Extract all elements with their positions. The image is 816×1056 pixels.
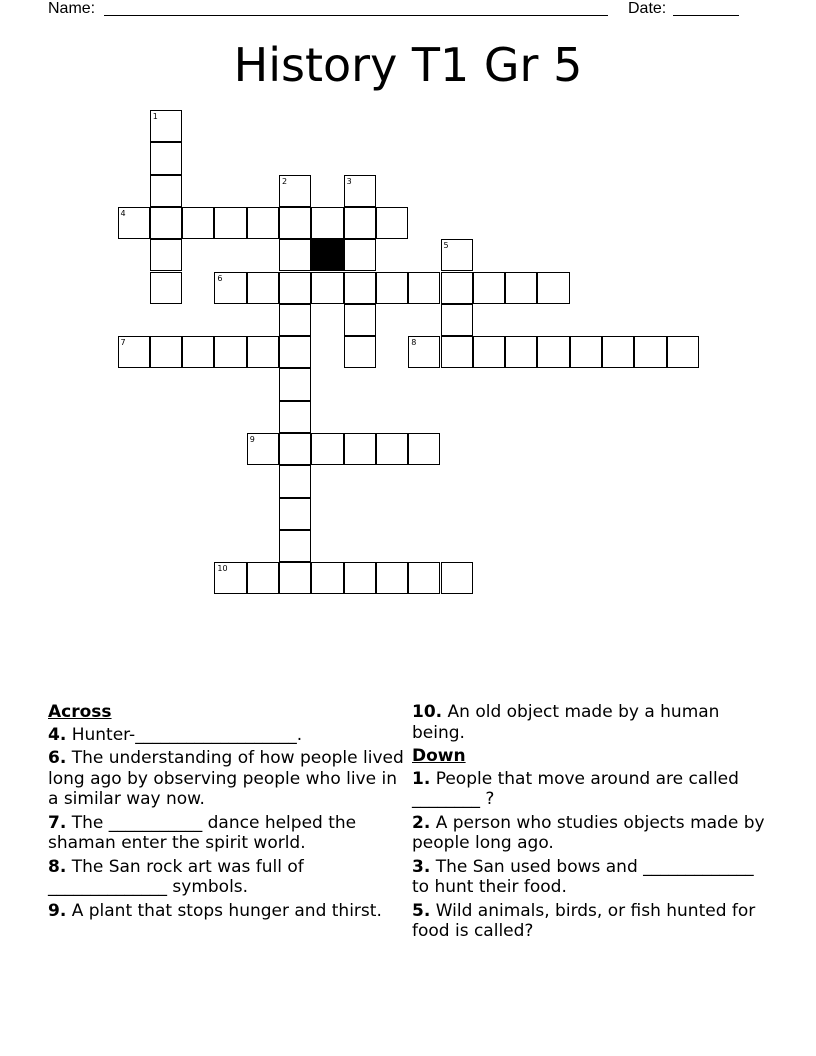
crossword-cell[interactable] — [570, 336, 602, 368]
crossword-cell[interactable] — [279, 239, 311, 271]
crossword-cell[interactable] — [376, 272, 408, 304]
clue-number: 6. — [48, 748, 67, 768]
down-clue — [412, 769, 770, 810]
clue-number-label: 8 — [411, 338, 417, 348]
crossword-cell[interactable] — [344, 433, 376, 465]
clue-text: An old object made by a human being. — [412, 702, 720, 743]
crossword-cell[interactable] — [441, 304, 473, 336]
crossword-cell[interactable] — [408, 562, 440, 594]
across-heading: Across — [48, 702, 112, 722]
crossword-cell[interactable] — [279, 401, 311, 433]
name-label: Name: — [48, 0, 96, 17]
across-clue — [48, 857, 406, 898]
clue-number: 8. — [48, 856, 67, 877]
clue-text: A plant that stops hunger and thirst. — [71, 900, 382, 921]
date-label: Date: — [628, 0, 667, 17]
crossword-cell[interactable] — [247, 336, 279, 368]
page-title: History T1 Gr 5 — [233, 38, 583, 92]
crossword-cell[interactable] — [279, 304, 311, 336]
black-square — [311, 239, 343, 271]
crossword-cell[interactable] — [279, 433, 311, 465]
crossword-cell[interactable] — [344, 304, 376, 336]
clue-text: The San used bows and _____________ to hunt their food. — [412, 856, 754, 897]
crossword-cell[interactable] — [311, 272, 343, 304]
crossword-cell[interactable] — [441, 272, 473, 304]
crossword-cell[interactable] — [473, 336, 505, 368]
crossword-cell[interactable] — [182, 207, 214, 239]
crossword-cell[interactable] — [537, 272, 569, 304]
crossword-cell[interactable] — [344, 239, 376, 271]
crossword-cell[interactable] — [311, 562, 343, 594]
clue-text: People that move around are called ________ ? — [412, 768, 739, 809]
crossword-cell[interactable] — [376, 433, 408, 465]
crossword-cell[interactable] — [150, 272, 182, 304]
crossword-cell[interactable] — [408, 272, 440, 304]
clue-number: 3. — [412, 856, 431, 877]
across-clue — [412, 702, 770, 743]
crossword-cell[interactable] — [344, 272, 376, 304]
crossword-cell[interactable] — [602, 336, 634, 368]
clue-number-label: 6 — [217, 273, 223, 283]
crossword-cell[interactable] — [505, 272, 537, 304]
crossword-cell[interactable] — [279, 272, 311, 304]
clue-number-label: 2 — [282, 176, 288, 186]
crossword-cell[interactable] — [441, 562, 473, 594]
crossword-cell[interactable] — [214, 207, 246, 239]
down-clue — [412, 901, 770, 942]
crossword-cell[interactable] — [344, 562, 376, 594]
clue-number: 10. — [412, 702, 443, 722]
crossword-cell[interactable] — [279, 530, 311, 562]
crossword-cell[interactable] — [634, 336, 666, 368]
crossword-cell[interactable] — [279, 207, 311, 239]
crossword-cell[interactable] — [150, 175, 182, 207]
crossword-cell[interactable] — [537, 336, 569, 368]
clue-number: 7. — [48, 812, 67, 833]
crossword-cell[interactable] — [376, 562, 408, 594]
crossword-cell[interactable] — [408, 433, 440, 465]
crossword-cell[interactable] — [279, 368, 311, 400]
crossword-cell[interactable] — [279, 498, 311, 530]
crossword-cell[interactable] — [667, 336, 699, 368]
clue-text: A person who studies objects made by people long ago. — [412, 812, 765, 853]
clue-number: 9. — [48, 900, 67, 921]
crossword-cell[interactable] — [279, 336, 311, 368]
crossword-cell[interactable] — [376, 207, 408, 239]
crossword-cell[interactable] — [344, 207, 376, 239]
clue-number-label: 7 — [120, 338, 126, 348]
crossword-cell[interactable] — [214, 336, 246, 368]
clue-number-label: 3 — [346, 176, 352, 186]
down-clue — [412, 857, 770, 898]
clue-number-label: 10 — [217, 564, 228, 574]
crossword-cell[interactable] — [311, 207, 343, 239]
clues-left-column — [48, 702, 406, 924]
clue-number: 1. — [412, 768, 431, 789]
crossword-cell[interactable] — [344, 336, 376, 368]
clue-number-label: 5 — [443, 241, 449, 251]
crossword-cell[interactable] — [505, 336, 537, 368]
crossword-cell[interactable] — [247, 562, 279, 594]
crossword-cell[interactable] — [247, 272, 279, 304]
clue-text: Hunter-___________________. — [71, 724, 303, 745]
crossword-cell[interactable] — [150, 207, 182, 239]
crossword-cell[interactable] — [247, 207, 279, 239]
crossword-cell[interactable] — [150, 239, 182, 271]
crossword-cell[interactable] — [182, 336, 214, 368]
crossword-cell[interactable] — [150, 336, 182, 368]
across-clue — [48, 901, 406, 922]
crossword-cell[interactable] — [279, 562, 311, 594]
crossword-cell[interactable] — [311, 433, 343, 465]
clue-text: The San rock art was full of ______________ symbols. — [48, 856, 304, 897]
crossword-cell[interactable] — [150, 142, 182, 174]
across-clue — [48, 725, 406, 746]
clue-text: The understanding of how people lived long ago by observing people who live in a similar way now. — [48, 748, 404, 809]
clue-number-label: 1 — [152, 112, 158, 121]
crossword-cell[interactable] — [441, 336, 473, 368]
clue-number: 2. — [412, 812, 431, 833]
clue-number: 4. — [48, 724, 67, 745]
clue-number: 5. — [412, 900, 431, 921]
across-clue — [48, 813, 406, 854]
clue-text: Wild animals, birds, or fish hunted for food is called? — [412, 900, 756, 941]
clues-right-column — [412, 702, 770, 945]
crossword-cell[interactable] — [473, 272, 505, 304]
clue-number-label: 9 — [249, 435, 255, 444]
clue-text: The ___________ dance helped the shaman enter the spirit world. — [48, 812, 357, 853]
down-clue — [412, 813, 770, 854]
across-clue — [48, 748, 406, 810]
down-heading: Down — [412, 746, 466, 766]
crossword-cell[interactable] — [279, 465, 311, 497]
clue-number-label: 4 — [120, 208, 126, 218]
